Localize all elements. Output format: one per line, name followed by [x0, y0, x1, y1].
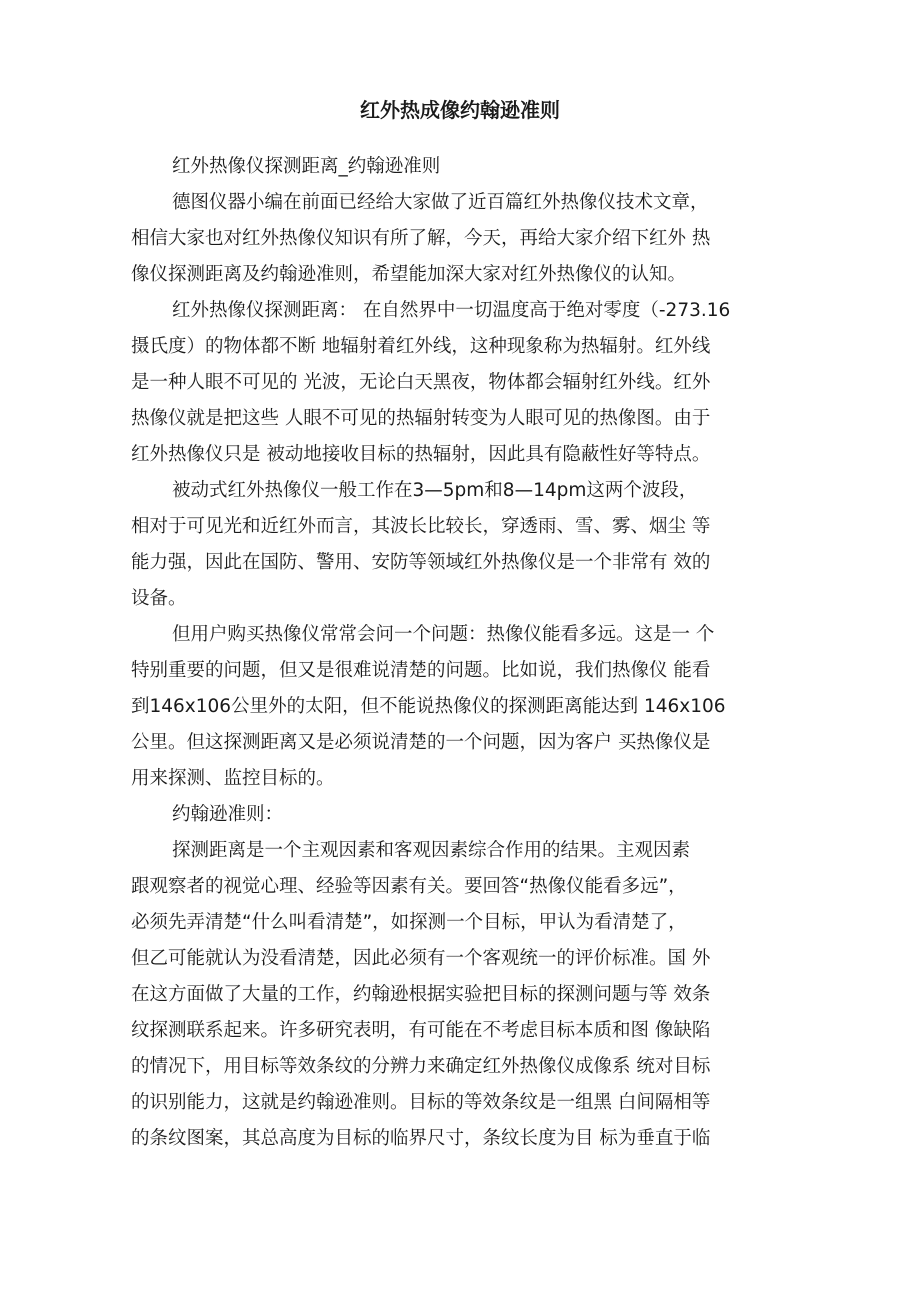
- paragraph-line: 被动式红外热像仪一般工作在3—5pm和8—14pm这两个波段，: [172, 480, 698, 501]
- paragraph-line: 热像仪就是把这些 人眼不可见的热辐射转变为人眼可见的热像图。由于: [131, 408, 711, 429]
- paragraph-line: 是一种人眼不可见的 光波，无论白天黑夜，物体都会辐射红外线。红外: [131, 372, 711, 393]
- paragraph-line: 德图仪器小编在前面已经给大家做了近百篇红外热像仪技术文章，: [172, 192, 709, 213]
- paragraph-line: 纹探测联系起来。许多研究表明，有可能在不考虑目标本质和图 像缺陷: [131, 1020, 711, 1041]
- document-title: 红外热成像约翰逊准则: [360, 98, 560, 122]
- paragraph-line: 特别重要的问题，但又是很难说清楚的问题。比如说，我们热像仪 能看: [131, 660, 711, 681]
- paragraph-line: 的识别能力，这就是约翰逊准则。目标的等效条纹是一组黑 白间隔相等: [131, 1092, 711, 1113]
- paragraph-line: 探测距离是一个主观因素和客观因素综合作用的结果。主观因素: [172, 840, 691, 861]
- paragraph-line: 公里。但这探测距离又是必须说清楚的一个问题，因为客户 买热像仪是: [131, 732, 711, 753]
- paragraph-line: 像仪探测距离及约翰逊准则，希望能加深大家对红外热像仪的认知。: [131, 264, 687, 285]
- paragraph-line: 用来探测、监控目标的。: [131, 768, 335, 789]
- paragraph-line: 但乙可能就认为没看清楚，因此必须有一个客观统一的评价标准。国 外: [131, 948, 711, 969]
- paragraph-line: 能力强，因此在国防、警用、安防等领域红外热像仪是一个非常有 效的: [131, 552, 711, 573]
- paragraph-line: 设备。: [131, 588, 187, 609]
- paragraph-line: 相对于可见光和近红外而言，其波长比较长，穿透雨、雪、雾、烟尘 等: [131, 516, 711, 537]
- paragraph-line: 红外热像仪探测距离： 在自然界中一切温度高于绝对零度（-273.16: [172, 300, 731, 321]
- section-heading: 约翰逊准则：: [172, 804, 284, 825]
- paragraph-line: 到146x106公里外的太阳，但不能说热像仪的探测距离能达到 146x106: [131, 696, 726, 717]
- paragraph-line: 必须先弄清楚“什么叫看清楚”，如探测一个目标，甲认为看清楚了，: [131, 912, 687, 933]
- paragraph-line: 摄氏度）的物体都不断 地辐射着红外线，这种现象称为热辐射。红外线: [131, 336, 711, 357]
- paragraph-line: 在这方面做了大量的工作，约翰逊根据实验把目标的探测问题与等 效条: [131, 984, 711, 1005]
- subtitle-line: 红外热像仪探测距离_约翰逊准则: [172, 156, 441, 177]
- paragraph-line: 相信大家也对红外热像仪知识有所了解，今天，再给大家介绍下红外 热: [131, 228, 711, 249]
- paragraph-line: 跟观察者的视觉心理、经验等因素有关。要回答“热像仪能看多远”，: [131, 876, 687, 897]
- paragraph-line: 的情况下，用目标等效条纹的分辨力来确定红外热像仪成像系 统对目标: [131, 1056, 711, 1077]
- paragraph-line: 红外热像仪只是 被动地接收目标的热辐射，因此具有隐蔽性好等特点。: [131, 444, 711, 465]
- paragraph-line: 但用户购买热像仪常常会问一个问题：热像仪能看多远。这是一 个: [172, 624, 715, 645]
- paragraph-line: 的条纹图案，其总高度为目标的临界尺寸，条纹长度为目 标为垂直于临: [131, 1128, 711, 1149]
